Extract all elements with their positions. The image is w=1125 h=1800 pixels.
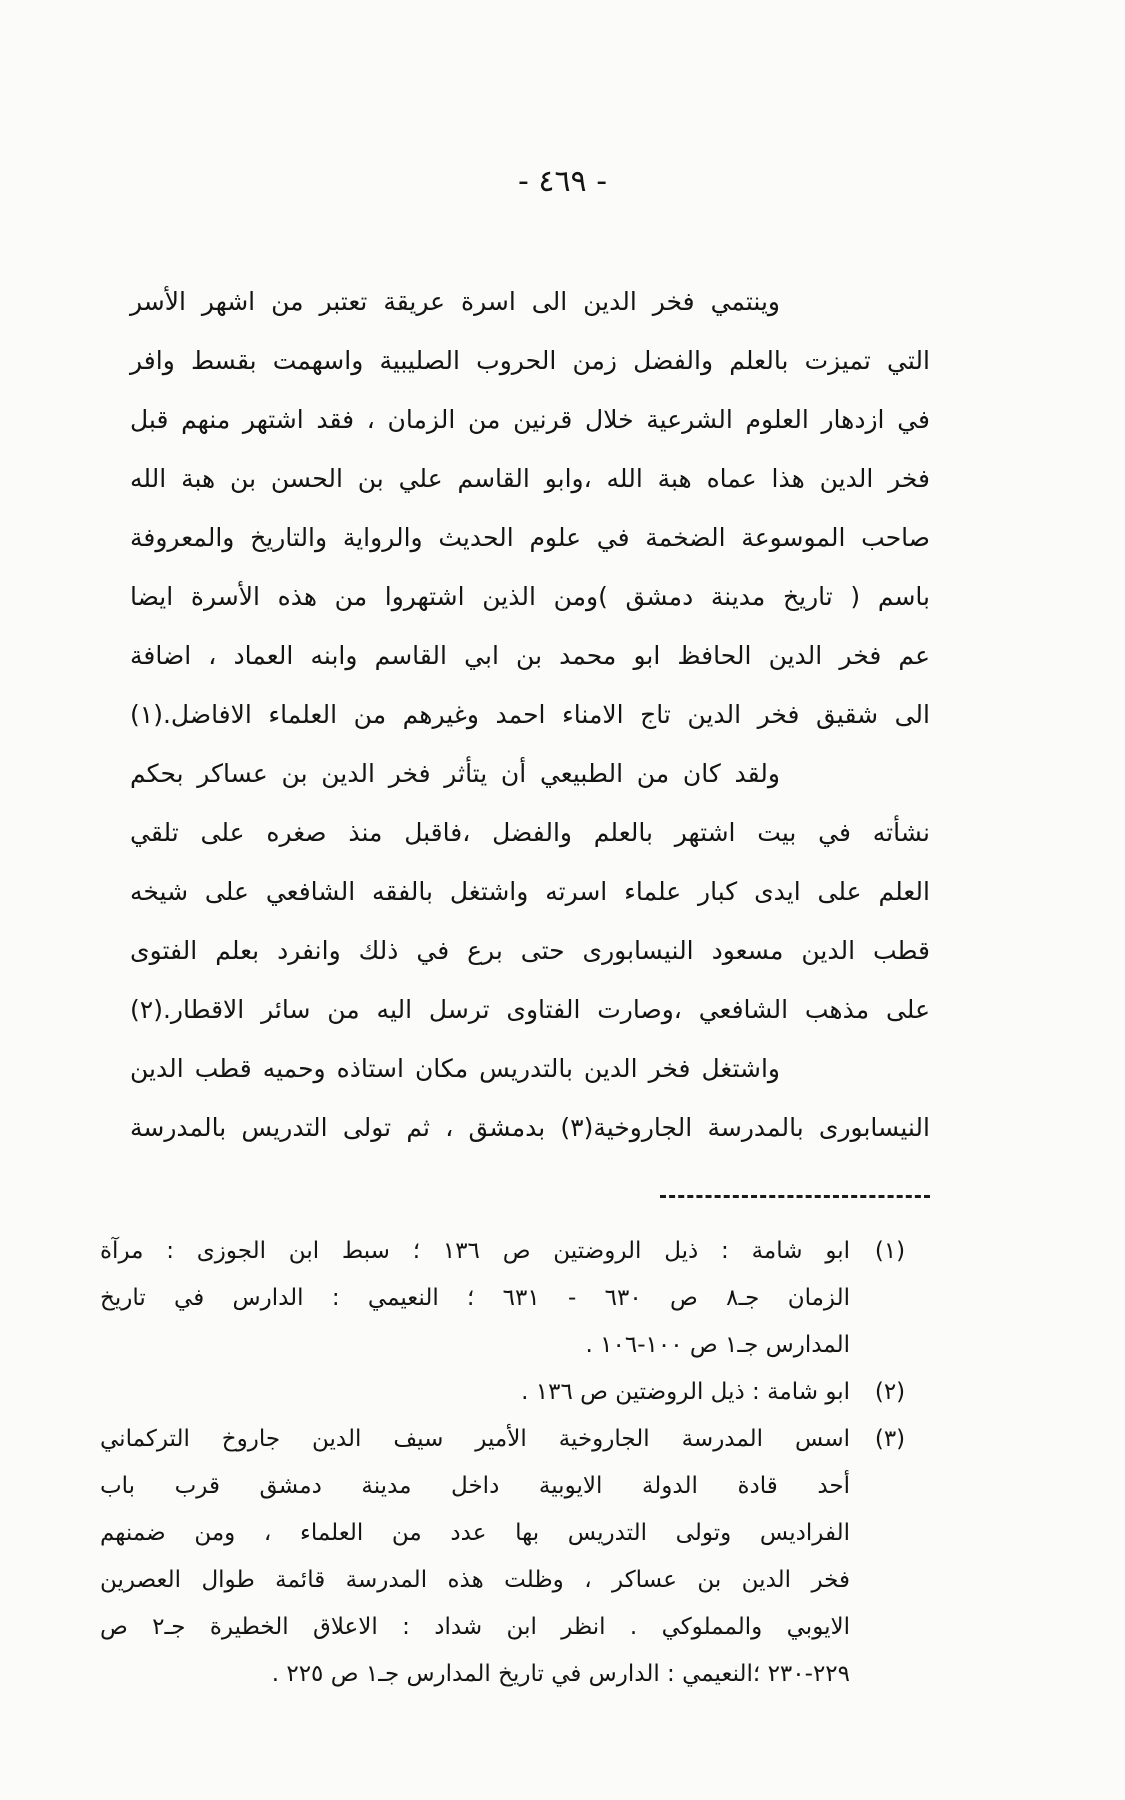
- footnotes: [100, 1228, 930, 1698]
- text-line: على مذهب الشافعي ،وصارت الفتاوى ترسل اليه من سائر الاقطار.(٢): [130, 995, 930, 1024]
- footnote-text: [100, 1228, 850, 1369]
- body-text: [130, 272, 930, 1157]
- text-line: وينتمي فخر الدين الى اسرة عريقة تعتبر من اشهر الأسر: [130, 287, 780, 316]
- footnote-line: الايوبي والمملوكي . انظر ابن شداد : الاعلاق الخطيرة جـ٢ ص: [100, 1614, 850, 1640]
- text-line: النيسابورى بالمدرسة الجاروخية(٣) بدمشق ، ثم تولى التدريس بالمدرسة: [130, 1113, 930, 1142]
- footnote-line: أحد قادة الدولة الايوبية داخل مدينة دمشق قرب باب: [100, 1473, 850, 1499]
- footnote-line: الفراديس وتولى التدريس بها عدد من العلماء ، ومن ضمنهم: [100, 1520, 850, 1546]
- footnote: [100, 1369, 930, 1416]
- footnote-text: [100, 1416, 850, 1698]
- footnote-number: (٢): [874, 1379, 906, 1405]
- paragraph: [130, 1039, 930, 1157]
- text-line: في ازدهار العلوم الشرعية خلال قرنين من الزمان ، فقد اشتهر منهم قبل: [130, 405, 930, 434]
- text-line: نشأته في بيت اشتهر بالعلم والفضل ،فاقبل منذ صغره على تلقي: [130, 818, 930, 847]
- footnote-line: ابو شامة : ذيل الروضتين ص ١٣٦ .: [521, 1379, 850, 1405]
- footnote-line: الزمان جـ٨ ص ٦٣٠ - ٦٣١ ؛ النعيمي : الدارس في تاريخ: [100, 1285, 850, 1311]
- footnote: [100, 1416, 930, 1698]
- text-line: قطب الدين مسعود النيسابورى حتى برع في ذلك وانفرد بعلم الفتوى: [130, 936, 930, 965]
- footnote-line: المدارس جـ١ ص ١٠٠-١٠٦ .: [585, 1332, 850, 1358]
- text-line: ولقد كان من الطبيعي أن يتأثر فخر الدين بن عساكر بحكم: [130, 759, 780, 788]
- text-line: فخر الدين هذا عماه هبة الله ،وابو القاسم علي بن الحسن بن هبة الله: [130, 464, 930, 493]
- footnote-line: ابو شامة : ذيل الروضتين ص ١٣٦ ؛ سبط ابن الجوزى : مرآة: [100, 1238, 850, 1264]
- text-line: الى شقيق فخر الدين تاج الامناء احمد وغيرهم من العلماء الافاضل.(١): [130, 700, 930, 729]
- text-line: العلم على ايدى كبار علماء اسرته واشتغل بالفقه الشافعي على شيخه: [130, 877, 930, 906]
- page-number: - ٤٦٩ -: [517, 164, 608, 199]
- footnote-text: [100, 1369, 850, 1416]
- footnote-line: ٢٢٩-٢٣٠ ؛النعيمي : الدارس في تاريخ المدارس جـ١ ص ٢٢٥ .: [271, 1661, 850, 1687]
- text-line: صاحب الموسوعة الضخمة في علوم الحديث والرواية والتاريخ والمعروفة: [130, 523, 930, 552]
- footnote-line: فخر الدين بن عساكر ، وظلت هذه المدرسة قائمة طوال العصرين: [100, 1567, 850, 1593]
- footnote-separator: [660, 1195, 930, 1198]
- footnote: [100, 1228, 930, 1369]
- text-line: التي تميزت بالعلم والفضل زمن الحروب الصليبية واسهمت بقسط وافر: [130, 346, 930, 375]
- paragraph: [130, 272, 930, 744]
- footnote-line: اسس المدرسة الجاروخية الأمير سيف الدين جاروخ التركماني: [100, 1426, 850, 1452]
- text-line: عم فخر الدين الحافظ ابو محمد بن ابي القاسم وابنه العماد ، اضافة: [130, 641, 930, 670]
- footnote-number: (١): [874, 1238, 906, 1264]
- text-line: واشتغل فخر الدين بالتدريس مكان استاذه وحميه قطب الدين: [130, 1054, 780, 1083]
- footnote-number: (٣): [874, 1426, 906, 1452]
- paragraph: [130, 744, 930, 1039]
- text-line: باسم ( تاريخ مدينة دمشق )ومن الذين اشتهروا من هذه الأسرة ايضا: [130, 582, 930, 611]
